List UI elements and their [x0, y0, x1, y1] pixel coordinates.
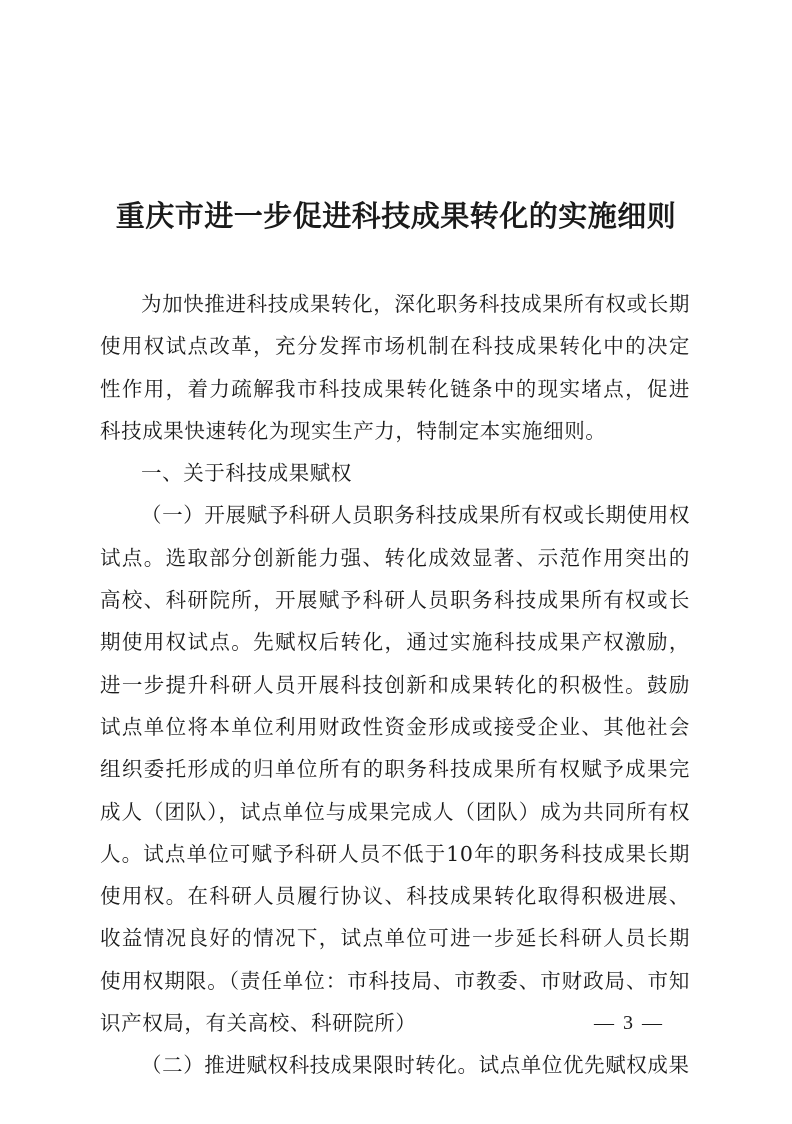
item-1-body: 选取部分创新能力强、转化成效显著、示范作用突出的高校、科研院所，开展赋予科研人员职务科技成果所有权或长期使用权试点。先赋权后转化，通过实施科技成果产权激励，进一步提升科研人员开展科技创新和成果转化的积极性。鼓励试点单位将本单位利用财政性资金形成或接受企业、其他社会组织委托形成的归单位所有的职务科技成果所有权赋予成果完成人（团队），试点单位与成果完成人（团队）成为共同所有权人。试点单位可赋予科研人员不低于10年的职务科技成果长期使用权。在科研人员履行协议、科技成果转化取得积极进展、收益情况良好的情况下，试点单位可进一步延长科研人员长期使用权期限。: [100, 545, 690, 993]
intro-paragraph: 为加快推进科技成果转化，深化职务科技成果所有权或长期使用权试点改革，充分发挥市场机制在科技成果转化中的决定性作用，着力疏解我市科技成果转化链条中的现实堵点，促进科技成果快速转化为现实生产力，特制定本实施细则。: [100, 292, 690, 443]
item-1-paragraph: [100, 494, 690, 1044]
document-title: 重庆市进一步促进科技成果转化的实施细则: [115, 199, 677, 233]
item-2-heading: （二）推进赋权科技成果限时转化。: [141, 1053, 479, 1078]
item-2-body: 试点单位优先赋权成果: [478, 1053, 690, 1078]
item-1-responsible: （责任单位：市科技局、市教委、市财政局、市知识产权局，有关高校、科研院所）: [100, 968, 690, 1036]
item-2-paragraph: [100, 1044, 690, 1086]
page-number: — 3 —: [594, 1012, 664, 1034]
section-heading-1: 一、关于科技成果赋权: [141, 461, 352, 486]
item-1-heading: （一）开展赋予科研人员职务科技成果所有权或长期使用权试点。: [100, 503, 690, 570]
document-body: [100, 283, 690, 1087]
